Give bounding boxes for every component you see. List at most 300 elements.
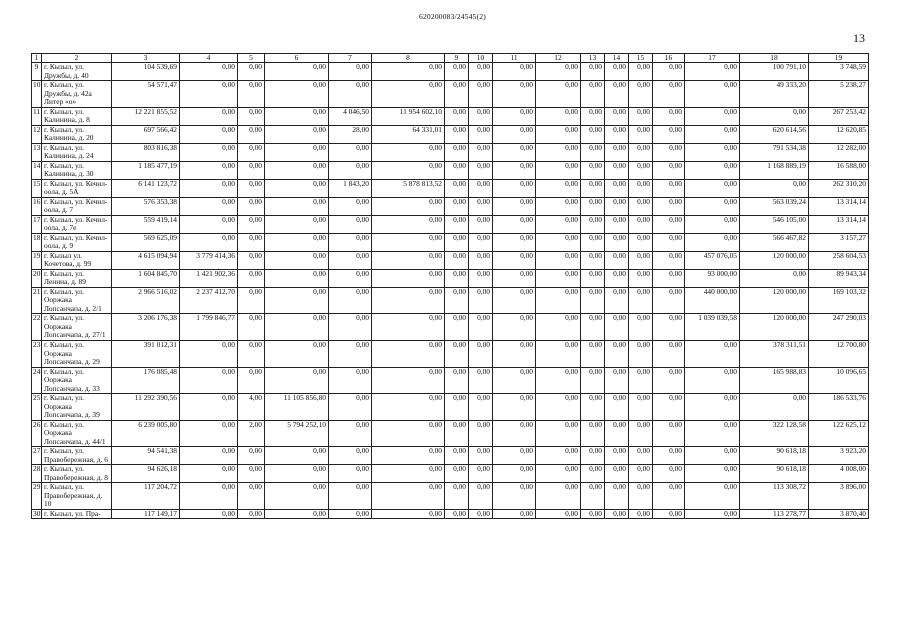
value-cell-col-9: 0,00 [445,161,469,179]
value-cell-col-18: 378 311,51 [740,340,809,367]
value-cell-col-3: 176 085,48 [112,367,180,394]
value-cell-col-10: 0,00 [469,197,493,215]
value-cell-col-14: 0,00 [605,233,629,251]
value-cell-col-11: 0,00 [493,367,536,394]
value-cell-col-13: 0,00 [581,143,605,161]
value-cell-col-16: 0,00 [653,233,685,251]
value-cell-col-15: 0,00 [629,509,653,519]
value-cell-col-19: 12 700,80 [809,340,869,367]
column-number-7: 7 [329,54,372,63]
value-cell-col-11: 0,00 [493,143,536,161]
value-cell-col-3: 1 185 477,19 [112,161,180,179]
value-cell-col-4: 0,00 [180,447,238,465]
table-row [32,233,869,251]
value-cell-col-9: 0,00 [445,367,469,394]
table-row [32,63,869,81]
value-cell-col-8: 0,00 [372,509,445,519]
row-number: 29 [32,483,42,510]
address-cell: г. Кызыл, ул. Ооржака Лопсанчапа, д. 39 [42,394,112,421]
value-cell-col-12: 0,00 [536,465,581,483]
value-cell-col-18: 120 000,00 [740,251,809,269]
value-cell-col-17: 0,00 [685,179,740,197]
address-cell: г. Кызыл, ул. Калинина, д. 20 [42,125,112,143]
value-cell-col-8: 0,00 [372,233,445,251]
value-cell-col-12: 0,00 [536,483,581,510]
value-cell-col-6: 0,00 [265,215,329,233]
row-number: 15 [32,179,42,197]
value-cell-col-10: 0,00 [469,367,493,394]
value-cell-col-19: 122 625,12 [809,420,869,447]
value-cell-col-9: 0,00 [445,233,469,251]
value-cell-col-6: 0,00 [265,340,329,367]
value-cell-col-15: 0,00 [629,179,653,197]
value-cell-col-15: 0,00 [629,287,653,314]
value-cell-col-11: 0,00 [493,465,536,483]
value-cell-col-4: 0,00 [180,63,238,81]
value-cell-col-14: 0,00 [605,143,629,161]
row-number: 11 [32,107,42,125]
value-cell-col-8: 0,00 [372,81,445,108]
value-cell-col-5: 0,00 [238,125,265,143]
address-cell: г. Кызыл, ул. Кечил-оола, д. 5А [42,179,112,197]
value-cell-col-13: 0,00 [581,314,605,341]
value-cell-col-15: 0,00 [629,161,653,179]
value-cell-col-10: 0,00 [469,143,493,161]
value-cell-col-8: 0,00 [372,447,445,465]
value-cell-col-12: 0,00 [536,509,581,519]
value-cell-col-15: 0,00 [629,314,653,341]
value-cell-col-4: 0,00 [180,143,238,161]
column-number-16: 16 [653,54,685,63]
value-cell-col-7: 0,00 [329,340,372,367]
value-cell-col-13: 0,00 [581,161,605,179]
value-cell-col-3: 576 353,38 [112,197,180,215]
value-cell-col-5: 0,00 [238,215,265,233]
value-cell-col-11: 0,00 [493,420,536,447]
value-cell-col-8: 0,00 [372,269,445,287]
table-row [32,394,869,421]
value-cell-col-18: 165 988,83 [740,367,809,394]
value-cell-col-7: 0,00 [329,483,372,510]
value-cell-col-15: 0,00 [629,125,653,143]
row-number: 12 [32,125,42,143]
value-cell-col-3: 12 221 855,52 [112,107,180,125]
value-cell-col-14: 0,00 [605,161,629,179]
row-number: 28 [32,465,42,483]
value-cell-col-13: 0,00 [581,509,605,519]
column-number-1: 1 [32,54,42,63]
value-cell-col-7: 0,00 [329,420,372,447]
value-cell-col-5: 0,00 [238,251,265,269]
value-cell-col-12: 0,00 [536,179,581,197]
value-cell-col-18: 120 000,00 [740,287,809,314]
value-cell-col-5: 0,00 [238,179,265,197]
value-cell-col-12: 0,00 [536,143,581,161]
value-cell-col-11: 0,00 [493,447,536,465]
value-cell-col-14: 0,00 [605,125,629,143]
value-cell-col-8: 0,00 [372,143,445,161]
value-cell-col-12: 0,00 [536,233,581,251]
value-cell-col-5: 0,00 [238,314,265,341]
value-cell-col-12: 0,00 [536,107,581,125]
value-cell-col-5: 0,00 [238,81,265,108]
column-number-15: 15 [629,54,653,63]
value-cell-col-12: 0,00 [536,367,581,394]
table-row [32,251,869,269]
value-cell-col-14: 0,00 [605,107,629,125]
value-cell-col-19: 186 533,76 [809,394,869,421]
value-cell-col-5: 0,00 [238,483,265,510]
value-cell-col-4: 0,00 [180,107,238,125]
value-cell-col-7: 28,00 [329,125,372,143]
value-cell-col-15: 0,00 [629,197,653,215]
column-number-14: 14 [605,54,629,63]
value-cell-col-14: 0,00 [605,465,629,483]
value-cell-col-16: 0,00 [653,251,685,269]
value-cell-col-4: 0,00 [180,465,238,483]
value-cell-col-12: 0,00 [536,314,581,341]
value-cell-col-17: 0,00 [685,509,740,519]
value-cell-col-17: 0,00 [685,420,740,447]
value-cell-col-19: 3 896,00 [809,483,869,510]
value-cell-col-5: 0,00 [238,509,265,519]
value-cell-col-18: 791 534,38 [740,143,809,161]
value-cell-col-3: 803 816,38 [112,143,180,161]
value-cell-col-8: 11 954 602,10 [372,107,445,125]
value-cell-col-15: 0,00 [629,107,653,125]
value-cell-col-17: 0,00 [685,465,740,483]
value-cell-col-12: 0,00 [536,420,581,447]
value-cell-col-18: 566 467,82 [740,233,809,251]
value-cell-col-14: 0,00 [605,215,629,233]
value-cell-col-18: 0,00 [740,107,809,125]
value-cell-col-7: 0,00 [329,287,372,314]
value-cell-col-4: 1 799 846,77 [180,314,238,341]
value-cell-col-3: 569 625,09 [112,233,180,251]
value-cell-col-19: 4 008,00 [809,465,869,483]
value-cell-col-9: 0,00 [445,81,469,108]
value-cell-col-16: 0,00 [653,107,685,125]
address-cell: г. Кызыл, ул. Калинина, д. 30 [42,161,112,179]
column-number-17: 17 [685,54,740,63]
value-cell-col-10: 0,00 [469,215,493,233]
value-cell-col-7: 0,00 [329,63,372,81]
row-number: 21 [32,287,42,314]
value-cell-col-10: 0,00 [469,179,493,197]
table-row [32,215,869,233]
address-cell: г. Кызыл, ул. Кечил-оола, д. 9 [42,233,112,251]
value-cell-col-6: 5 794 252,10 [265,420,329,447]
row-number: 9 [32,63,42,81]
value-cell-col-6: 0,00 [265,287,329,314]
value-cell-col-14: 0,00 [605,287,629,314]
value-cell-col-17: 0,00 [685,197,740,215]
address-cell: г. Кызыл, ул. Ооржака Лопсанчапа, д. 44/1 [42,420,112,447]
value-cell-col-13: 0,00 [581,63,605,81]
value-cell-col-16: 0,00 [653,314,685,341]
value-cell-col-11: 0,00 [493,340,536,367]
value-cell-col-3: 117 149,17 [112,509,180,519]
value-cell-col-6: 0,00 [265,143,329,161]
value-cell-col-15: 0,00 [629,233,653,251]
row-number: 25 [32,394,42,421]
value-cell-col-11: 0,00 [493,161,536,179]
table-row [32,367,869,394]
value-cell-col-7: 0,00 [329,509,372,519]
value-cell-col-5: 0,00 [238,269,265,287]
value-cell-col-4: 0,00 [180,197,238,215]
value-cell-col-3: 391 012,31 [112,340,180,367]
value-cell-col-3: 54 571,47 [112,81,180,108]
value-cell-col-12: 0,00 [536,63,581,81]
value-cell-col-4: 0,00 [180,483,238,510]
value-cell-col-14: 0,00 [605,394,629,421]
address-cell: г. Кызыл ул. Кочетова, д. 99 [42,251,112,269]
address-cell: г. Кызыл, ул. Правобережная, д. 6 [42,447,112,465]
value-cell-col-9: 0,00 [445,251,469,269]
value-cell-col-14: 0,00 [605,420,629,447]
value-cell-col-6: 0,00 [265,483,329,510]
value-cell-col-3: 11 292 390,56 [112,394,180,421]
value-cell-col-18: 0,00 [740,179,809,197]
value-cell-col-16: 0,00 [653,179,685,197]
value-cell-col-8: 0,00 [372,420,445,447]
value-cell-col-4: 0,00 [180,215,238,233]
value-cell-col-19: 5 238,27 [809,81,869,108]
value-cell-col-11: 0,00 [493,179,536,197]
value-cell-col-9: 0,00 [445,465,469,483]
value-cell-col-14: 0,00 [605,483,629,510]
value-cell-col-14: 0,00 [605,269,629,287]
value-cell-col-10: 0,00 [469,233,493,251]
value-cell-col-4: 0,00 [180,509,238,519]
value-cell-col-11: 0,00 [493,107,536,125]
value-cell-col-5: 4,00 [238,394,265,421]
value-cell-col-16: 0,00 [653,215,685,233]
address-cell: г. Кызыл, ул. Правобережная, д. 8 [42,465,112,483]
value-cell-col-11: 0,00 [493,269,536,287]
value-cell-col-13: 0,00 [581,233,605,251]
value-cell-col-13: 0,00 [581,367,605,394]
value-cell-col-16: 0,00 [653,447,685,465]
table-row [32,107,869,125]
value-cell-col-9: 0,00 [445,420,469,447]
value-cell-col-4: 3 779 414,36 [180,251,238,269]
value-cell-col-13: 0,00 [581,179,605,197]
row-number: 30 [33,509,41,518]
value-cell-col-18: 620 614,56 [740,125,809,143]
value-cell-col-18: 49 333,20 [740,81,809,108]
value-cell-col-16: 0,00 [653,197,685,215]
value-cell-col-7: 0,00 [329,251,372,269]
value-cell-col-19: 267 253,42 [809,107,869,125]
value-cell-col-19: 3 870,40 [809,509,869,519]
value-cell-col-10: 0,00 [469,340,493,367]
value-cell-col-17: 0,00 [685,447,740,465]
value-cell-col-19: 12 620,85 [809,125,869,143]
value-cell-col-19: 12 282,00 [809,143,869,161]
value-cell-col-4: 2 237 412,70 [180,287,238,314]
value-cell-col-5: 0,00 [238,340,265,367]
value-cell-col-19: 13 314,14 [809,215,869,233]
table-row [32,269,869,287]
value-cell-col-16: 0,00 [653,125,685,143]
address-cell: г. Кызыл, ул. Ооржака Лопсанчапа, д. 33 [42,367,112,394]
value-cell-col-3: 104 539,69 [112,63,180,81]
value-cell-col-19: 169 103,32 [809,287,869,314]
address-cell: г. Кызыл, ул. Дружбы, д. 40 [42,63,112,81]
value-cell-col-16: 0,00 [653,340,685,367]
table-row [32,340,869,367]
value-cell-col-16: 0,00 [653,63,685,81]
value-cell-col-7: 0,00 [329,143,372,161]
document-id: 620200083/24545(2) [419,12,486,21]
table-row [32,447,869,465]
value-cell-col-8: 0,00 [372,287,445,314]
address-cell: г. Кызыл, ул. Ооржака Лопсанчапа, д. 27/1 [42,314,112,341]
address-cell: г. Кызыл, ул. Ленина, д. 89 [42,269,112,287]
column-number-4: 4 [180,54,238,63]
value-cell-col-12: 0,00 [536,125,581,143]
value-cell-col-9: 0,00 [445,107,469,125]
value-cell-col-4: 0,00 [180,420,238,447]
value-cell-col-17: 0,00 [685,125,740,143]
column-number-8: 8 [372,54,445,63]
value-cell-col-15: 0,00 [629,447,653,465]
value-cell-col-5: 2,00 [238,420,265,447]
value-cell-col-9: 0,00 [445,125,469,143]
value-cell-col-12: 0,00 [536,251,581,269]
value-cell-col-11: 0,00 [493,125,536,143]
value-cell-col-18: 100 791,10 [740,63,809,81]
value-cell-col-11: 0,00 [493,314,536,341]
column-number-row [32,54,869,63]
value-cell-col-7: 1 843,20 [329,179,372,197]
value-cell-col-7: 0,00 [329,81,372,108]
value-cell-col-14: 0,00 [605,367,629,394]
value-cell-col-13: 0,00 [581,107,605,125]
value-cell-col-3: 6 239 005,80 [112,420,180,447]
value-cell-col-5: 0,00 [238,63,265,81]
row-number: 22 [32,314,42,341]
value-cell-col-9: 0,00 [445,63,469,81]
value-cell-col-8: 0,00 [372,251,445,269]
value-cell-col-6: 0,00 [265,509,329,519]
value-cell-col-12: 0,00 [536,269,581,287]
value-cell-col-17: 1 039 039,58 [685,314,740,341]
value-cell-col-16: 0,00 [653,394,685,421]
value-cell-col-10: 0,00 [469,251,493,269]
value-cell-col-13: 0,00 [581,447,605,465]
value-cell-col-14: 0,00 [605,447,629,465]
value-cell-col-17: 0,00 [685,63,740,81]
value-cell-col-6: 0,00 [265,161,329,179]
value-cell-col-11: 0,00 [493,233,536,251]
value-cell-col-11: 0,00 [493,63,536,81]
value-cell-col-8: 0,00 [372,161,445,179]
value-cell-col-19: 3 923,20 [809,447,869,465]
value-cell-col-5: 0,00 [238,367,265,394]
row-number: 13 [32,143,42,161]
value-cell-col-17: 0,00 [685,81,740,108]
address-cell: г. Кызыл, ул. Кечил-оола, д. 7 [42,197,112,215]
value-cell-col-17: 0,00 [685,233,740,251]
value-cell-col-11: 0,00 [493,394,536,421]
value-cell-col-5: 0,00 [238,161,265,179]
value-cell-col-14: 0,00 [605,340,629,367]
value-cell-col-18: 0,00 [740,394,809,421]
value-cell-col-8: 5 878 813,52 [372,179,445,197]
value-cell-col-14: 0,00 [605,179,629,197]
value-cell-col-3: 559 419,14 [112,215,180,233]
value-cell-col-19: 258 604,53 [809,251,869,269]
row-number: 19 [32,251,42,269]
table-row [32,314,869,341]
value-cell-col-17: 93 000,00 [685,269,740,287]
value-cell-col-16: 0,00 [653,483,685,510]
address-cell: г. Кызыл, ул. Ооржака Лопсанчапа, д. 2/1 [42,287,112,314]
value-cell-col-4: 0,00 [180,394,238,421]
value-cell-col-5: 0,00 [238,233,265,251]
table-row [32,420,869,447]
value-cell-col-19: 3 157,27 [809,233,869,251]
value-cell-col-8: 0,00 [372,367,445,394]
column-number-9: 9 [445,54,469,63]
value-cell-col-6: 11 105 856,80 [265,394,329,421]
column-number-10: 10 [469,54,493,63]
row-number: 23 [32,340,42,367]
value-cell-col-9: 0,00 [445,287,469,314]
value-cell-col-7: 0,00 [329,215,372,233]
value-cell-col-3: 4 615 094,94 [112,251,180,269]
value-cell-col-4: 0,00 [180,125,238,143]
value-cell-col-15: 0,00 [629,251,653,269]
table-row [32,143,869,161]
value-cell-col-9: 0,00 [445,314,469,341]
value-cell-col-16: 0,00 [653,420,685,447]
value-cell-col-6: 0,00 [265,447,329,465]
value-cell-col-10: 0,00 [469,81,493,108]
value-cell-col-3: 94 541,38 [112,447,180,465]
table-row [32,179,869,197]
value-cell-col-19: 262 310,20 [809,179,869,197]
value-cell-col-17: 0,00 [685,394,740,421]
column-number-13: 13 [581,54,605,63]
value-cell-col-13: 0,00 [581,81,605,108]
value-cell-col-15: 0,00 [629,269,653,287]
value-cell-col-14: 0,00 [605,81,629,108]
value-cell-col-17: 0,00 [685,107,740,125]
table-row [32,509,869,519]
value-cell-col-19: 10 096,65 [809,367,869,394]
value-cell-col-7: 4 046,50 [329,107,372,125]
value-cell-col-6: 0,00 [265,107,329,125]
address-cell: г. Кызыл, ул. Калинина, д. 24 [42,143,112,161]
table-row [32,465,869,483]
value-cell-col-13: 0,00 [581,483,605,510]
value-cell-col-11: 0,00 [493,251,536,269]
column-number-11: 11 [493,54,536,63]
value-cell-col-10: 0,00 [469,161,493,179]
value-cell-col-11: 0,00 [493,215,536,233]
value-cell-col-16: 0,00 [653,287,685,314]
value-cell-col-7: 0,00 [329,367,372,394]
value-cell-col-12: 0,00 [536,394,581,421]
value-cell-col-16: 0,00 [653,465,685,483]
value-cell-col-16: 0,00 [653,81,685,108]
value-cell-col-13: 0,00 [581,215,605,233]
value-cell-col-15: 0,00 [629,483,653,510]
